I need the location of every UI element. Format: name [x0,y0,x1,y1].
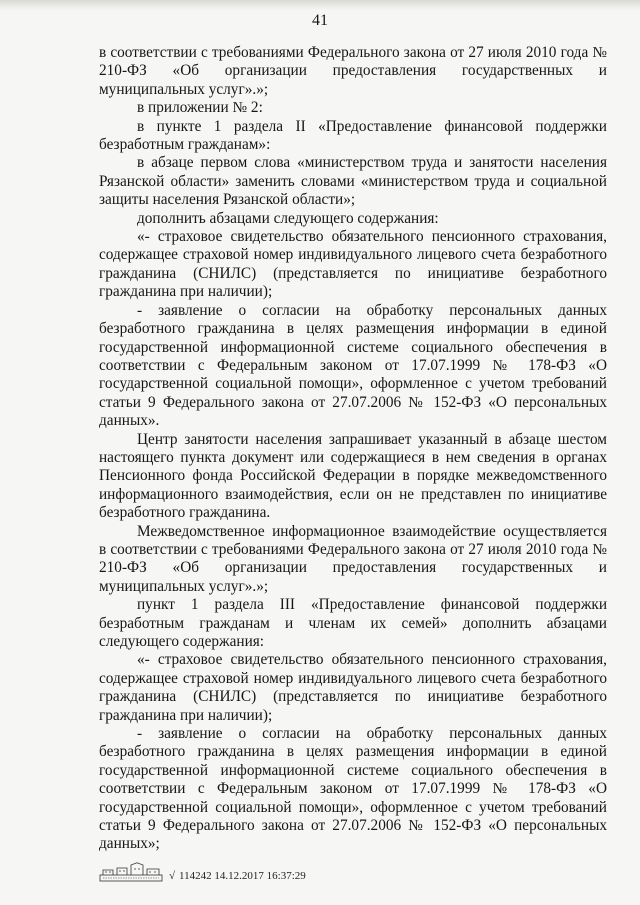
paragraph: «- страховое свидетельство обязательного пенсионного страхования, содержащее страховой номер индивидуального лицевого счета безработного гражданина (СНИЛС) (представляется по инициативе безработного гражданина при наличии); [99,651,607,724]
paragraph: Межведомственное информационное взаимодействие осуществляется в соответствии с требованиями Федерального закона от 27 июля 2010 года № 210-ФЗ «Об организации предоставления государственных и муниципальных услуг».»; [99,522,607,595]
scan-edge [0,0,640,10]
paragraph: «- страховое свидетельство обязательного пенсионного страхования, содержащее страховой номер индивидуального лицевого счета безработного гражданина (СНИЛС) (представляется по инициативе безработного гражданина при наличии); [99,228,607,301]
paragraph: - заявление о согласии на обработку персональных данных безработного гражданина в целях размещения информации в единой государственной информационной системе социального обеспечения в соответствии с Федеральным законом от 17.07.1999 № 178-ФЗ «О государственной социальной помощи», оформленное с учетом требований статьи 9 Федерального закона от 27.07.2006 № 152-ФЗ «О персональных данных». [99,301,607,430]
document-body [99,44,607,854]
paragraph: пункт 1 раздела III «Предоставление финансовой поддержки безработным гражданам и членам их семей» дополнить абзацами следующего содержания: [99,596,607,650]
paragraph: дополнить абзацами следующего содержания: [137,209,439,227]
paragraph: в соответствии с требованиями Федерального закона от 27 июля 2010 года № 210-ФЗ «Об организации предоставления государственных и муниципальных услуг».»; [99,44,607,98]
paragraph: в абзаце первом слова «министерством труда и занятости населения Рязанской области» заменить словами «министерством труда и социальной защиты населения Рязанской области»; [99,154,607,209]
check-mark-icon: √ [169,870,176,882]
document-reference [169,870,306,882]
registration-number: 114242 14.12.2017 16:37:29 [179,870,306,882]
page-number: 41 [312,12,328,29]
paragraph: - заявление о согласии на обработку персональных данных безработного гражданина в целях размещения информации в единой государственной информационной системе социального обеспечения в соответствии с Федеральным законом от 17.07.1999 № 178-ФЗ «О государственной социальной помощи», оформленное с учетом требований статьи 9 Федерального закона от 27.07.2006 № 152-ФЗ «О персональных данных»; [99,725,607,853]
paragraph: в пункте 1 раздела II «Предоставление финансовой поддержки безработным гражданам»: [99,117,607,154]
building-stamp-icon [99,862,163,882]
paragraph: Центр занятости населения запрашивает указанный в абзаце шестом настоящего пункта документ или содержащиеся в нем сведения в органах Пенсионного фонда Российской Федерации в порядке межведомственного информационного взаимодействия, если он не представлен по инициативе безработного гражданина. [99,430,607,522]
document-footer [99,862,399,884]
paragraph: в приложении № 2: [137,99,263,117]
